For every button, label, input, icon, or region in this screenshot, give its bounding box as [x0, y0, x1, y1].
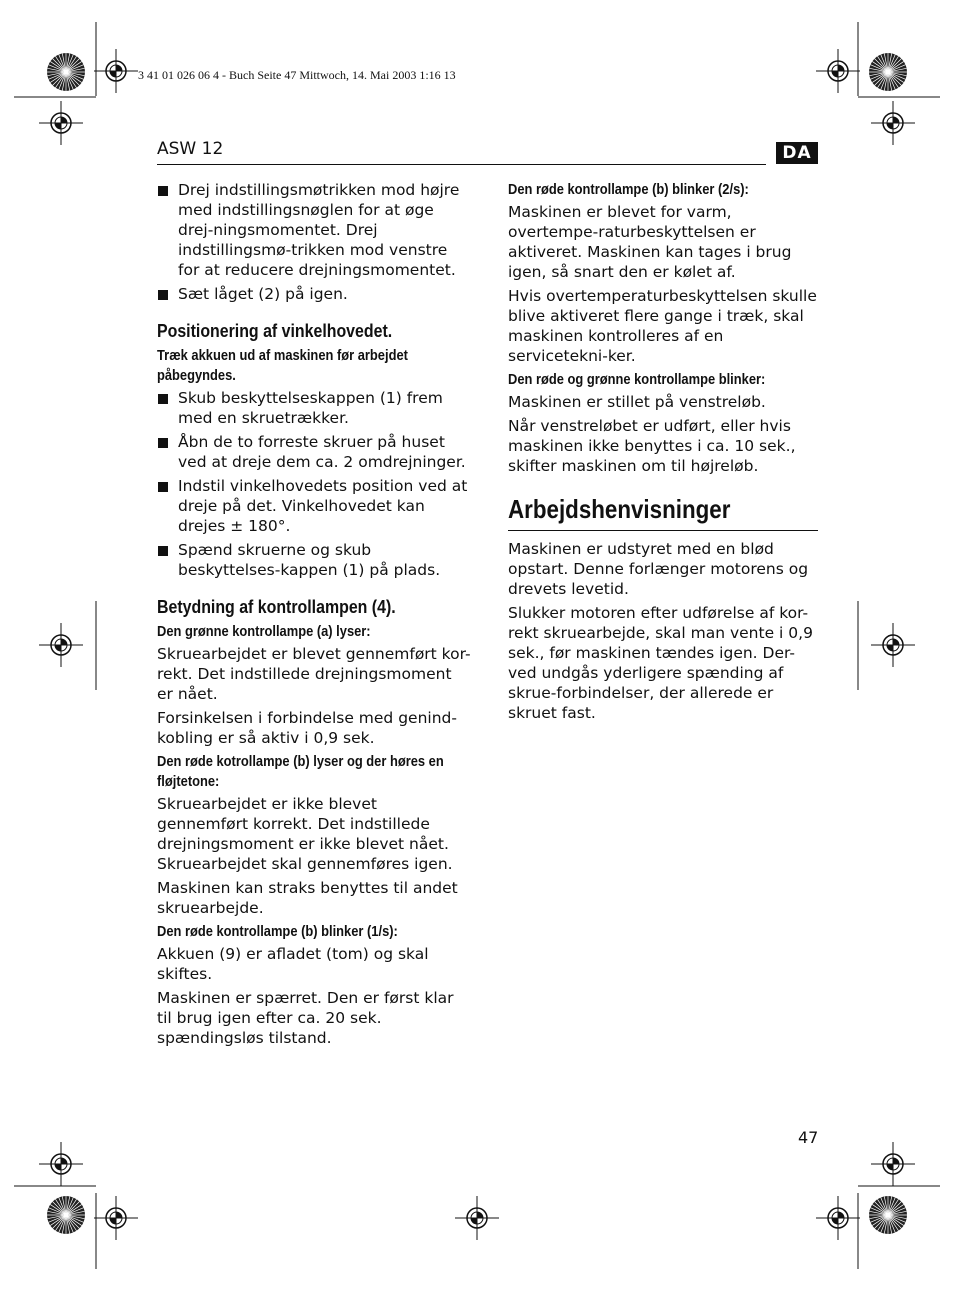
- paragraph: Maskinen kan straks benyttes til andet skruearbejde.: [157, 879, 458, 917]
- subheading-red-blink-1: Den røde kontrollampe (b) blinker (1/s):: [157, 923, 398, 940]
- list-item: Åbn de to forreste skruer på huset ved at dreje dem ca. 2 omdrejninger.: [157, 432, 472, 472]
- paragraph: Hvis overtemperaturbeskyttelsen skulle blive aktiveret flere gange i træk, skal maskinen kontrolleres af en servicetekni-ker.: [508, 287, 817, 365]
- header-title: ASW 12: [157, 139, 224, 159]
- list-item: Skub beskyttelseskappen (1) frem med en skruetrækker.: [157, 388, 472, 428]
- page-number: 47: [798, 1128, 819, 1147]
- section-heading-indicator: Betydning af kontrollampen (4).: [157, 596, 396, 617]
- paragraph: Slukker motoren efter udførelse af kor-rekt skruearbejde, skal man vente i 0,9 sek., før maskinen tændes igen. Der-ved undgås yderligere spænding af skrue-forbindelser, der allerede er skruet fast.: [508, 604, 813, 722]
- paragraph: Maskinen er udstyret med en blød opstart. Denne forlænger motorens og drevets levetid.: [508, 540, 809, 598]
- paragraph: Skruearbejdet er ikke blevet gennemført korrekt. Det indstillede drejningsmoment er ikke blevet nået. Skruearbejdet skal gennemføres igen.: [157, 795, 453, 873]
- right-column: [508, 180, 820, 727]
- section-heading-work-instructions: Arbejdshenvisninger: [508, 494, 731, 524]
- print-slug: 3 41 01 026 06 4 - Buch Seite 47 Mittwoch, 14. Mai 2003 1:16 13: [138, 68, 456, 82]
- list-item: Indstil vinkelhovedets position ved at dreje på det. Vinkelhovedet kan drejes ± 180°.: [157, 476, 472, 536]
- square-bullet-icon: [158, 186, 168, 196]
- paragraph: Skruearbejdet er blevet gennemført kor-rekt. Det indstillede drejningsmoment er nået.: [157, 645, 471, 703]
- subheading-red-tone: Den røde kotrollampe (b) lyser og der høres en fløjtetone:: [157, 753, 444, 790]
- subheading-green: Den grønne kontrollampe (a) lyser:: [157, 623, 371, 640]
- section-heading-positioning: Positionering af vinkelhovedet.: [157, 320, 393, 341]
- paragraph: Når venstreløbet er udført, eller hvis maskinen ikke benyttes i ca. 10 sek., skifter maskinen om til højreløb.: [508, 417, 796, 475]
- header-rule: [157, 164, 766, 165]
- warning-text: Træk akkuen ud af maskinen før arbejdet påbegyndes.: [157, 347, 408, 384]
- language-badge: DA: [776, 142, 818, 164]
- paragraph: Maskinen er stillet på venstreløb.: [508, 393, 766, 411]
- paragraph: Forsinkelsen i forbindelse med genind-kobling er så aktiv i 0,9 sek.: [157, 709, 457, 747]
- square-bullet-icon: [158, 394, 168, 404]
- paragraph: Maskinen er blevet for varm, overtempe-raturbeskyttelsen er aktiveret. Maskinen kan tages i brug igen, så snart den er kølet af.: [508, 203, 792, 281]
- list-item: Drej indstillingsmøtrikken mod højre med indstillingsnøglen for at øge drej-ningsmomentet. Drej indstillingsmø-trikken mod venstre for at reducere drejningsmomentet.: [157, 180, 472, 280]
- left-column: [157, 180, 472, 1052]
- square-bullet-icon: [158, 546, 168, 556]
- subheading-red-green-blink: Den røde og grønne kontrollampe blinker:: [508, 371, 766, 388]
- list-item: Sæt låget (2) på igen.: [157, 284, 472, 304]
- square-bullet-icon: [158, 438, 168, 448]
- heading-rule: [508, 530, 818, 531]
- list-item: Spænd skruerne og skub beskyttelses-kappen (1) på plads.: [157, 540, 472, 580]
- square-bullet-icon: [158, 290, 168, 300]
- paragraph: Maskinen er spærret. Den er først klar til brug igen efter ca. 20 sek. spændingsløs tilstand.: [157, 989, 454, 1047]
- subheading-red-blink-2: Den røde kontrollampe (b) blinker (2/s):: [508, 181, 749, 198]
- paragraph: Akkuen (9) er afladet (tom) og skal skiftes.: [157, 945, 429, 983]
- square-bullet-icon: [158, 482, 168, 492]
